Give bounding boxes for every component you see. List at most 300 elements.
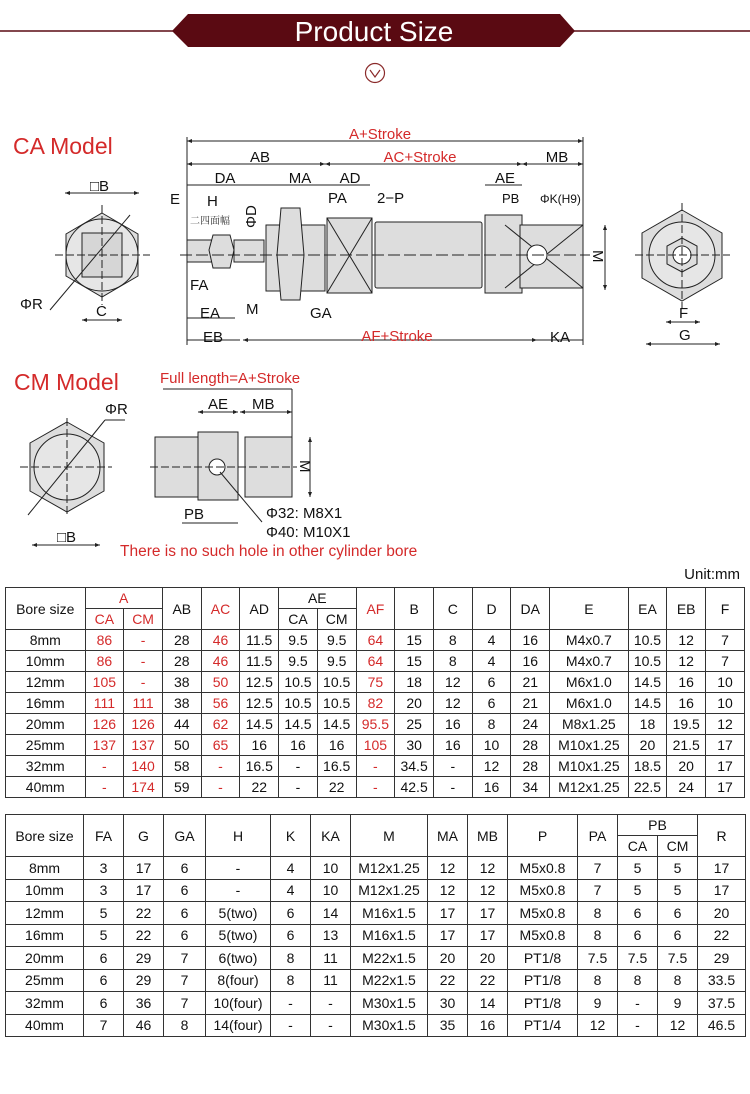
table-cell: 137 <box>85 735 124 756</box>
label-h-note: 二四面幅 <box>190 216 230 227</box>
table-cell: 8(four) <box>206 969 271 992</box>
table-cell: 22.5 <box>628 777 667 798</box>
table-cell: 10 <box>706 693 745 714</box>
label-da: DA <box>214 170 236 187</box>
label-ad: AD <box>339 170 361 187</box>
table-cell: 29 <box>124 947 164 970</box>
label-phi-r: ΦR <box>20 296 43 313</box>
cm-label-phi-r: ΦR <box>105 401 128 418</box>
header-k: K <box>271 815 311 857</box>
table-cell: M22x1.5 <box>351 969 428 992</box>
cm-model-title: CM Model <box>14 369 119 395</box>
table-cell: 22 <box>468 969 508 992</box>
cm-note: There is no such hole in other cylinder bore <box>120 543 418 560</box>
table-cell: 46 <box>201 630 240 651</box>
table-cell: - <box>311 992 351 1015</box>
table-cell: 38 <box>162 672 201 693</box>
table-cell: M5x0.8 <box>508 857 578 880</box>
table-cell: 36 <box>124 992 164 1015</box>
table-cell: 30 <box>395 735 434 756</box>
label-mb: MB <box>545 149 569 166</box>
table-cell: M6x1.0 <box>550 672 628 693</box>
table-cell: 64 <box>356 630 395 651</box>
header-r: R <box>698 815 746 857</box>
table-cell: 111 <box>85 693 124 714</box>
table-cell: M4x0.7 <box>550 630 628 651</box>
table-cell: - <box>206 857 271 880</box>
table-cell: - <box>311 1014 351 1037</box>
header-af: AF <box>356 588 395 630</box>
label-ac-stroke: AC+Stroke <box>383 149 457 166</box>
table-cell: 12 <box>472 756 511 777</box>
table-cell: 8 <box>271 969 311 992</box>
table-row <box>6 651 745 672</box>
table-cell: 6 <box>618 924 658 947</box>
table-cell: 86 <box>85 630 124 651</box>
table-row <box>6 879 746 902</box>
table-cell: 14.5 <box>317 714 356 735</box>
label-ma: MA <box>288 170 312 187</box>
table-1-body <box>6 630 745 798</box>
table-cell: 11 <box>311 969 351 992</box>
table-2-body <box>6 857 746 1037</box>
cm-label-pb: PB <box>184 506 205 523</box>
table-row <box>6 902 746 925</box>
header-mb: MB <box>468 815 508 857</box>
table-cell: 10(four) <box>206 992 271 1015</box>
ca-left-end-view <box>50 193 150 320</box>
table-cell: 82 <box>356 693 395 714</box>
table-cell: 12 <box>667 630 706 651</box>
table-cell: 13 <box>311 924 351 947</box>
bore-size-cell: 16mm <box>6 924 84 947</box>
table-cell: 7.5 <box>618 947 658 970</box>
table-cell: 12 <box>706 714 745 735</box>
header-ae: AE <box>279 588 356 609</box>
table-cell: 4 <box>271 857 311 880</box>
table-cell: - <box>356 777 395 798</box>
table-cell: 16.5 <box>317 756 356 777</box>
table-cell: 8 <box>658 969 698 992</box>
table-cell: 9.5 <box>317 651 356 672</box>
table-cell: M16x1.5 <box>351 924 428 947</box>
table-cell: 9 <box>578 992 618 1015</box>
table-cell: 21 <box>511 672 550 693</box>
label-a-stroke: A+Stroke <box>348 126 412 143</box>
ca-right-end-view <box>635 203 730 344</box>
table-cell: M5x0.8 <box>508 879 578 902</box>
header-d: D <box>472 588 511 630</box>
table-cell: 16 <box>433 735 472 756</box>
table-cell: M16x1.5 <box>351 902 428 925</box>
table-cell: 10.5 <box>628 651 667 672</box>
table-cell: - <box>271 1014 311 1037</box>
header-g: G <box>124 815 164 857</box>
table-cell: - <box>201 777 240 798</box>
table-cell: 62 <box>201 714 240 735</box>
table-cell: - <box>124 651 163 672</box>
cm-label-square-b: □B <box>57 529 77 546</box>
table-cell: - <box>279 777 318 798</box>
table-cell: 10.5 <box>317 672 356 693</box>
table-cell: 20 <box>395 693 434 714</box>
table-row <box>6 630 745 651</box>
label-h: H <box>207 193 218 210</box>
table-cell: 22 <box>317 777 356 798</box>
table-cell: 65 <box>201 735 240 756</box>
table-cell: 30 <box>428 992 468 1015</box>
table-cell: 12 <box>578 1014 618 1037</box>
table-cell: 8 <box>433 630 472 651</box>
table-cell: 8 <box>578 924 618 947</box>
table-cell: 35 <box>428 1014 468 1037</box>
table-cell: 16 <box>511 630 550 651</box>
cm-label-phi32: Φ32: M8X1 <box>266 505 343 522</box>
table-cell: 18.5 <box>628 756 667 777</box>
table-cell: 21 <box>511 693 550 714</box>
label-2p: 2−P <box>377 190 405 207</box>
header-fa: FA <box>84 815 124 857</box>
header-pb-cm: CM <box>658 836 698 857</box>
header-da: DA <box>511 588 550 630</box>
table-cell: 6(two) <box>206 947 271 970</box>
bore-size-cell: 20mm <box>6 714 86 735</box>
table-cell: 10 <box>311 857 351 880</box>
table-cell: M30x1.5 <box>351 1014 428 1037</box>
table-cell: 11.5 <box>240 651 279 672</box>
table-cell: 12 <box>468 857 508 880</box>
table-cell: 7 <box>164 947 206 970</box>
label-ea: EA <box>200 305 221 322</box>
table-cell: M5x0.8 <box>508 924 578 947</box>
table-cell: - <box>85 777 124 798</box>
table-cell: 16 <box>317 735 356 756</box>
table-cell: - <box>201 756 240 777</box>
table-cell: 7 <box>706 651 745 672</box>
header-e: E <box>550 588 628 630</box>
bore-size-cell: 32mm <box>6 992 84 1015</box>
table-cell: 21.5 <box>667 735 706 756</box>
table-cell: 5 <box>84 902 124 925</box>
table-cell: 14 <box>468 992 508 1015</box>
table-cell: 174 <box>124 777 163 798</box>
label-e: E <box>170 191 181 208</box>
table-cell: 3 <box>84 879 124 902</box>
table-cell: 12 <box>468 879 508 902</box>
table-cell: 12 <box>428 857 468 880</box>
table-cell: - <box>85 756 124 777</box>
table-cell: 28 <box>511 756 550 777</box>
label-phi-d: ΦD <box>243 205 260 228</box>
header-ac: AC <box>201 588 240 630</box>
table-cell: 22 <box>124 902 164 925</box>
table-cell: M4x0.7 <box>550 651 628 672</box>
table-cell: 8 <box>578 969 618 992</box>
table-cell: M12x1.25 <box>351 879 428 902</box>
table-cell: M30x1.5 <box>351 992 428 1015</box>
table-cell: 5 <box>658 857 698 880</box>
page-title: Product Size <box>294 16 454 47</box>
table-cell: 16.5 <box>240 756 279 777</box>
header-bore-size: Bore size <box>6 588 86 630</box>
table-cell: 75 <box>356 672 395 693</box>
label-af-stroke: AF+Stroke <box>361 328 433 345</box>
label-f: F <box>679 305 689 322</box>
bore-size-cell: 8mm <box>6 630 86 651</box>
header-eb: EB <box>667 588 706 630</box>
table-cell: 5 <box>84 924 124 947</box>
table-cell: 12 <box>433 693 472 714</box>
table-cell: 6 <box>164 902 206 925</box>
table-cell: M12x1.25 <box>550 777 628 798</box>
table-cell: 6 <box>164 924 206 947</box>
table-cell: 6 <box>658 924 698 947</box>
header-b: B <box>395 588 434 630</box>
bore-size-cell: 8mm <box>6 857 84 880</box>
table-cell: 17 <box>124 857 164 880</box>
header-ka: KA <box>311 815 351 857</box>
table-cell: 28 <box>162 630 201 651</box>
table-cell: 4 <box>472 630 511 651</box>
table-cell: 10 <box>311 879 351 902</box>
table-cell: 16 <box>433 714 472 735</box>
table-cell: 33.5 <box>698 969 746 992</box>
table-cell: 44 <box>162 714 201 735</box>
table-cell: 6 <box>84 992 124 1015</box>
table-row <box>6 924 746 947</box>
table-cell: 7 <box>84 1014 124 1037</box>
table-cell: PT1/8 <box>508 969 578 992</box>
cm-label-m: M <box>296 460 313 473</box>
table-cell: 16 <box>667 693 706 714</box>
table-cell: 50 <box>201 672 240 693</box>
ca-model-title: CA Model <box>13 133 113 159</box>
table-cell: 59 <box>162 777 201 798</box>
table-cell: 37.5 <box>698 992 746 1015</box>
table-cell: 14.5 <box>628 693 667 714</box>
header-ab: AB <box>162 588 201 630</box>
header-bore-size: Bore size <box>6 815 84 857</box>
table-cell: 58 <box>162 756 201 777</box>
table-cell: 16 <box>240 735 279 756</box>
table-cell: 16 <box>468 1014 508 1037</box>
table-cell: 5 <box>618 879 658 902</box>
table-cell: 17 <box>428 902 468 925</box>
header-ae-ca: CA <box>279 609 318 630</box>
table-cell: 12.5 <box>240 672 279 693</box>
header-ma: MA <box>428 815 468 857</box>
table-cell: 7.5 <box>658 947 698 970</box>
table-cell: 46 <box>124 1014 164 1037</box>
table-cell: 18 <box>395 672 434 693</box>
table-cell: M12x1.25 <box>351 857 428 880</box>
table-cell: 12 <box>428 879 468 902</box>
bore-size-cell: 12mm <box>6 672 86 693</box>
table-cell: 8 <box>618 969 658 992</box>
table-cell: 4 <box>271 879 311 902</box>
table-cell: 5(two) <box>206 902 271 925</box>
table-cell: 9 <box>658 992 698 1015</box>
table-cell: M8x1.25 <box>550 714 628 735</box>
table-cell: 17 <box>468 924 508 947</box>
table-cell: 24 <box>511 714 550 735</box>
table-cell: 6 <box>271 902 311 925</box>
table-cell: 7 <box>164 969 206 992</box>
table-cell: 20 <box>698 902 746 925</box>
table-cell: 7 <box>706 630 745 651</box>
table-cell: - <box>279 756 318 777</box>
header-ad: AD <box>240 588 279 630</box>
table-cell: 11 <box>311 947 351 970</box>
cm-label-ae: AE <box>208 396 229 413</box>
label-full-length: Full length=A+Stroke <box>160 370 301 387</box>
cm-end-view <box>20 418 125 545</box>
table-cell: - <box>124 672 163 693</box>
table-cell: 16 <box>667 672 706 693</box>
label-ga: GA <box>310 305 332 322</box>
table-cell: 6 <box>271 924 311 947</box>
table-cell: 5 <box>618 857 658 880</box>
table-row <box>6 693 745 714</box>
bore-size-cell: 25mm <box>6 735 86 756</box>
table-cell: 64 <box>356 651 395 672</box>
table-cell: PT1/8 <box>508 992 578 1015</box>
label-g: G <box>679 327 691 344</box>
table-cell: 38 <box>162 693 201 714</box>
header-ea: EA <box>628 588 667 630</box>
table-cell: 17 <box>428 924 468 947</box>
table-cell: 16 <box>472 777 511 798</box>
table-cell: 5(two) <box>206 924 271 947</box>
table-cell: M10x1.25 <box>550 756 628 777</box>
table-cell: 6 <box>164 857 206 880</box>
table-cell: 12 <box>658 1014 698 1037</box>
label-c: C <box>96 303 107 320</box>
table-cell: M6x1.0 <box>550 693 628 714</box>
label-square-b: □B <box>90 178 110 195</box>
table-cell: 9.5 <box>279 630 318 651</box>
table-cell: 34.5 <box>395 756 434 777</box>
header-pb: PB <box>618 815 698 836</box>
table-cell: - <box>356 756 395 777</box>
table-cell: 22 <box>698 924 746 947</box>
table-cell: - <box>433 756 472 777</box>
table-cell: 95.5 <box>356 714 395 735</box>
table-row <box>6 1014 746 1037</box>
label-eb: EB <box>203 329 224 346</box>
header-p: P <box>508 815 578 857</box>
table-cell: 3 <box>84 857 124 880</box>
label-ka: KA <box>550 329 571 346</box>
bore-size-cell: 10mm <box>6 879 84 902</box>
table-cell: - <box>618 992 658 1015</box>
table-cell: 105 <box>85 672 124 693</box>
table-cell: 14.5 <box>628 672 667 693</box>
table-cell: 46 <box>201 651 240 672</box>
table-cell: 17 <box>706 735 745 756</box>
label-pa: PA <box>328 190 347 207</box>
header-c: C <box>433 588 472 630</box>
table-cell: 28 <box>511 735 550 756</box>
label-ab: AB <box>249 149 271 166</box>
table-cell: 15 <box>395 651 434 672</box>
table-cell: 6 <box>164 879 206 902</box>
table-cell: 12 <box>667 651 706 672</box>
table-cell: - <box>124 630 163 651</box>
table-cell: 22 <box>240 777 279 798</box>
table-cell: 17 <box>698 857 746 880</box>
bore-size-cell: 16mm <box>6 693 86 714</box>
bore-size-cell: 25mm <box>6 969 84 992</box>
table-cell: 10.5 <box>279 672 318 693</box>
table-cell: 24 <box>667 777 706 798</box>
bore-size-cell: 40mm <box>6 777 86 798</box>
table-cell: 28 <box>162 651 201 672</box>
table-cell: 14.5 <box>279 714 318 735</box>
dimensions-table-2 <box>5 814 746 1037</box>
table-cell: 12.5 <box>240 693 279 714</box>
table-cell: 16 <box>511 651 550 672</box>
table-cell: 17 <box>698 879 746 902</box>
table-cell: 140 <box>124 756 163 777</box>
header-a-cm: CM <box>124 609 163 630</box>
header-a: A <box>85 588 162 609</box>
header-ae-cm: CM <box>317 609 356 630</box>
table-cell: 6 <box>84 969 124 992</box>
table-cell: 8 <box>271 947 311 970</box>
table-cell: 6 <box>618 902 658 925</box>
table-cell: 18 <box>628 714 667 735</box>
table-cell: 12 <box>433 672 472 693</box>
table-cell: 7 <box>578 879 618 902</box>
label-pb: PB <box>502 191 520 206</box>
table-cell: PT1/8 <box>508 947 578 970</box>
table-cell: M5x0.8 <box>508 902 578 925</box>
table-cell: 22 <box>124 924 164 947</box>
table-cell: 34 <box>511 777 550 798</box>
table-cell: 105 <box>356 735 395 756</box>
table-cell: 17 <box>706 777 745 798</box>
table-row <box>6 756 745 777</box>
ca-cylinder-side-view <box>180 208 590 300</box>
bore-size-cell: 12mm <box>6 902 84 925</box>
table-row <box>6 777 745 798</box>
table-cell: 22 <box>428 969 468 992</box>
table-cell: 4 <box>472 651 511 672</box>
table-cell: 7 <box>164 992 206 1015</box>
table-cell: 7 <box>578 857 618 880</box>
table-cell: 25 <box>395 714 434 735</box>
table-cell: 10.5 <box>317 693 356 714</box>
label-ae: AE <box>494 170 516 187</box>
table-cell: 6 <box>84 947 124 970</box>
header-pa: PA <box>578 815 618 857</box>
label-fa: FA <box>190 277 209 294</box>
table-cell: 9.5 <box>279 651 318 672</box>
table-cell: 8 <box>578 902 618 925</box>
table-cell: M22x1.5 <box>351 947 428 970</box>
table-cell: 17 <box>124 879 164 902</box>
table-row <box>6 992 746 1015</box>
table-cell: 10 <box>472 735 511 756</box>
table-cell: 5 <box>658 879 698 902</box>
table-cell: 8 <box>472 714 511 735</box>
cm-label-phi40: Φ40: M10X1 <box>266 524 351 541</box>
table-cell: - <box>206 879 271 902</box>
bore-size-cell: 10mm <box>6 651 86 672</box>
header-h: H <box>206 815 271 857</box>
table-row <box>6 735 745 756</box>
